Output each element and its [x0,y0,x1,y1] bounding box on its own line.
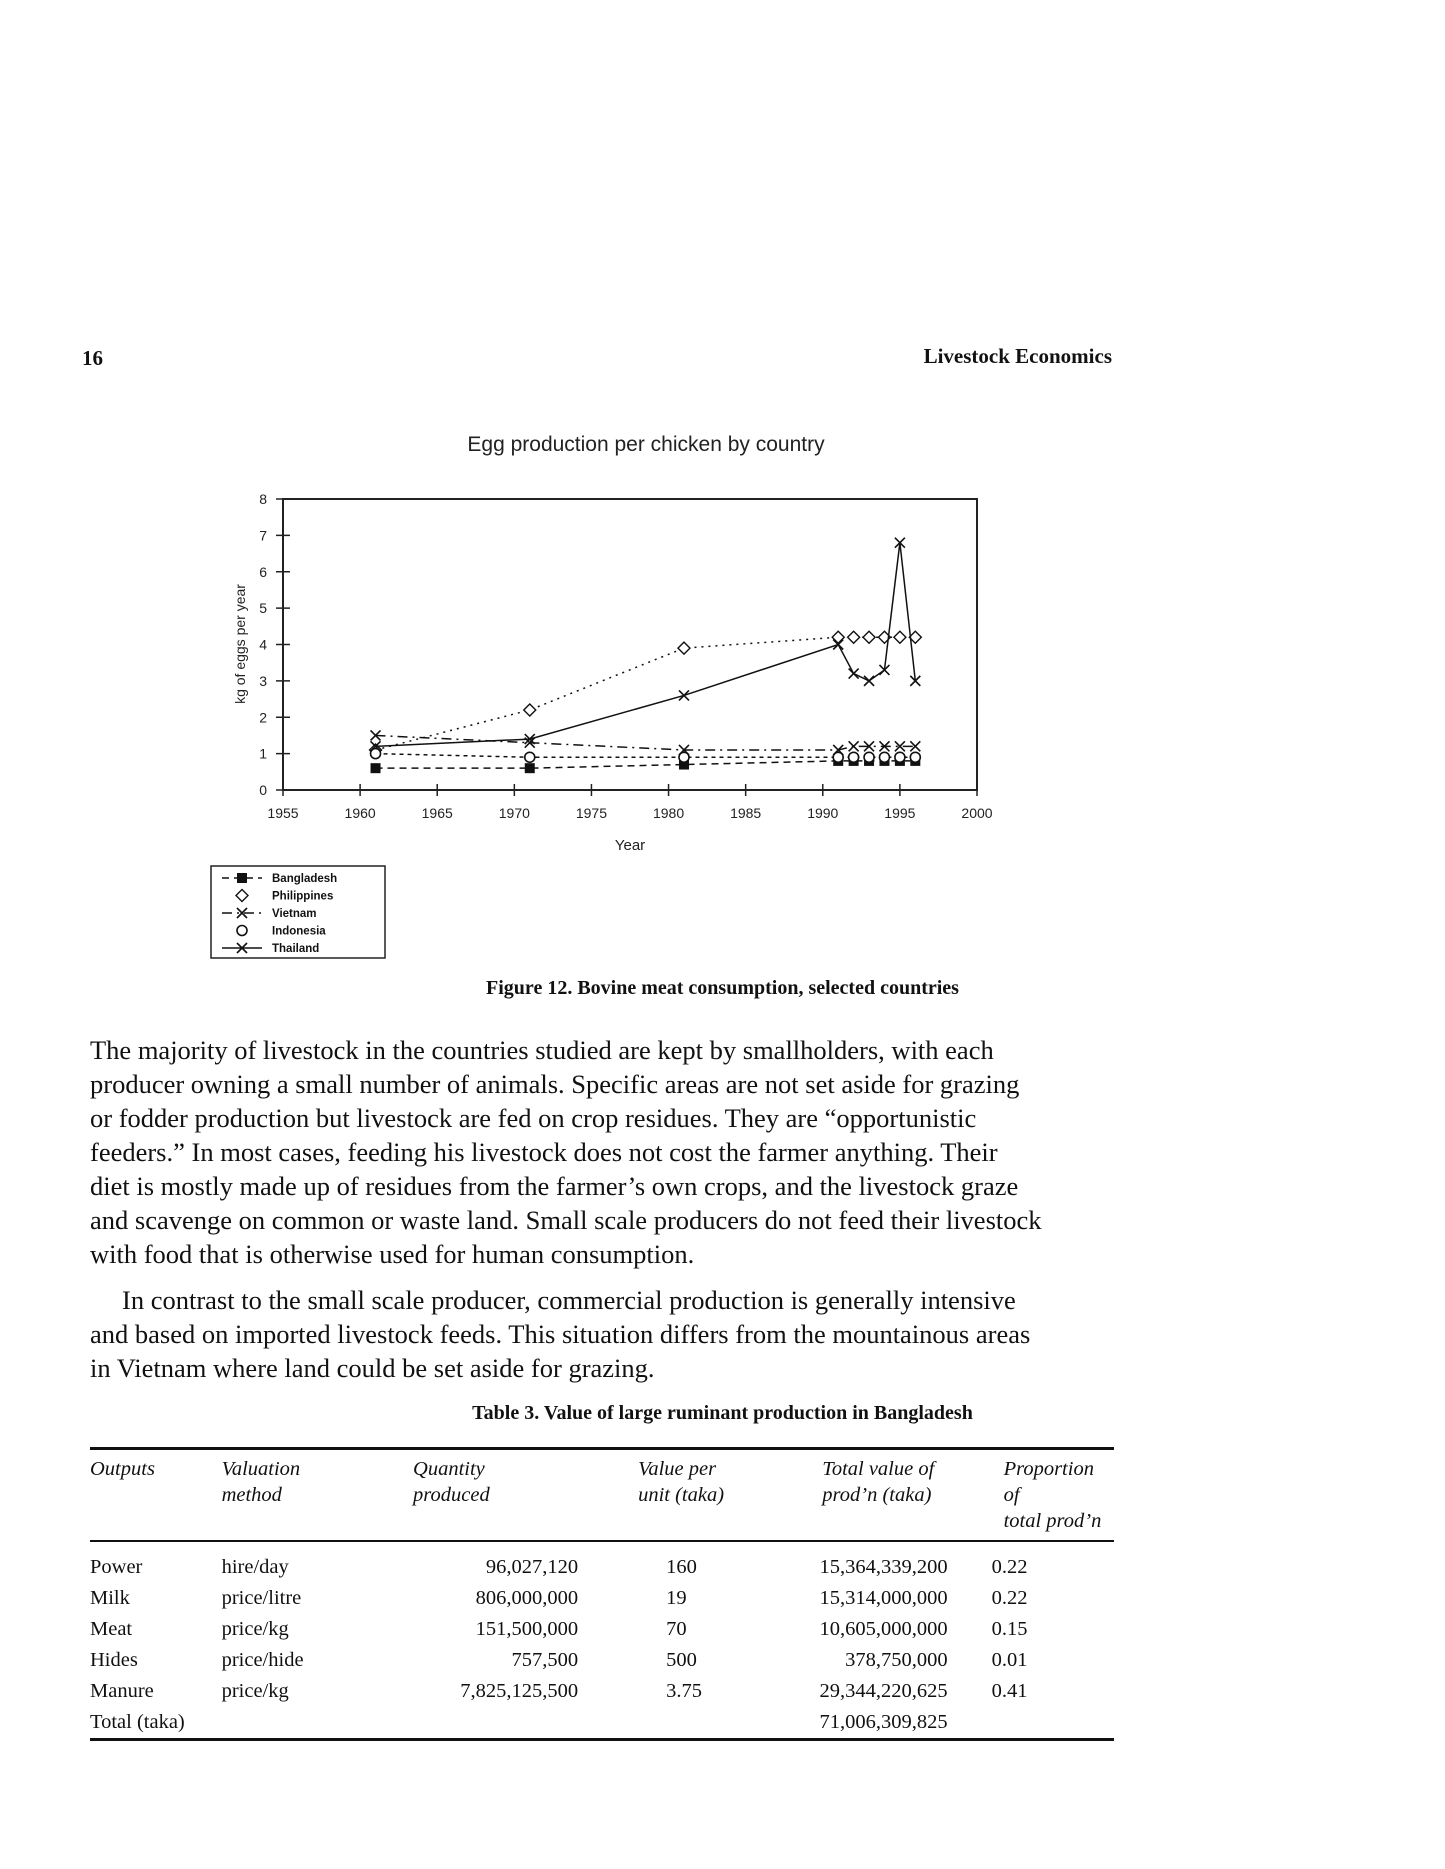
y-tick-label: 4 [259,636,267,653]
cell-total-value: 378,750,000 [845,1649,948,1671]
cell-valuation: price/kg [221,1618,289,1640]
cell-value-per-unit: 19 [666,1587,687,1609]
paragraph-line: producer owning a small number of animals. Specific areas are not set aside for grazing [90,1069,1020,1099]
cell-value-per-unit [578,1707,784,1740]
legend-entry-label: Thailand [272,943,320,955]
data-point [848,631,860,643]
x-tick-label: 1990 [807,805,839,821]
paragraph-line: diet is mostly made up of residues from the farmer’s own crops, and the livestock graze [90,1171,1019,1201]
y-tick-label: 8 [259,491,267,507]
cell-valuation: price/hide [221,1649,304,1671]
paragraph-1 [90,1033,1115,1271]
data-point [833,752,843,762]
paragraph-line: In contrast to the small scale producer, commercial production is generally intensive [122,1285,1016,1315]
series-thailand [371,538,921,752]
cell-quantity: 7,825,125,500 [460,1680,579,1702]
data-point [849,752,859,762]
table-row [90,1707,1114,1740]
cell-proportion: 0.15 [991,1618,1028,1640]
data-point [864,676,874,686]
header-valuation-method: Valuation method [221,1458,301,1506]
table-caption: Table 3. Value of large ruminant production in Bangladesh [472,1402,973,1424]
data-point [371,763,381,773]
cell-valuation: price/litre [221,1587,302,1609]
x-tick-label: 1985 [730,805,762,821]
y-tick-label: 1 [259,745,267,762]
ruminant-production-table [90,1447,1114,1741]
data-point [678,642,690,654]
cell-total-value: 15,314,000,000 [819,1587,948,1609]
y-axis-ticks [259,491,290,798]
cell-proportion: 0.22 [991,1587,1028,1609]
cell-quantity [361,1707,578,1740]
y-tick-label: 2 [259,709,267,726]
header-proportion: Proportion of total prod’n [1003,1458,1102,1532]
legend-marker [237,873,247,883]
paragraph-line: with food that is otherwise used for human consumption. [90,1239,695,1269]
cell-output: Power [90,1556,143,1578]
data-point [524,704,536,716]
data-point [894,631,906,643]
cell-output: Meat [90,1618,133,1640]
cell-output: Milk [90,1587,130,1609]
cell-valuation: hire/day [221,1556,289,1578]
table-row [90,1645,1114,1676]
data-point [679,690,689,700]
cell-output: Total (taka) [90,1711,185,1733]
series-philippines [370,631,922,756]
cell-total-value: 29,344,220,625 [819,1680,948,1702]
x-tick-label: 1955 [267,805,299,821]
chart-legend [211,866,385,958]
y-axis-label: kg of eggs per year [232,584,248,704]
legend-marker [237,926,247,936]
series-line [376,543,916,747]
data-point [849,741,859,751]
data-point [879,752,889,762]
x-tick-label: 1980 [652,805,685,821]
cell-quantity: 96,027,120 [485,1556,579,1578]
legend-entry-label: Philippines [272,890,334,903]
paragraph-2 [90,1283,1115,1385]
data-point [525,752,535,762]
data-point [895,752,905,762]
cell-output: Manure [90,1680,154,1702]
y-tick-label: 7 [259,527,267,544]
data-point [910,752,920,762]
chart-title: Egg production per chicken by country [467,433,825,456]
data-point [525,763,535,773]
cell-quantity: 806,000,000 [475,1587,579,1609]
paragraph-line: or fodder production but livestock are fed on crop residues. They are “opportunistic [90,1103,977,1133]
x-tick-label: 1965 [421,805,453,821]
data-point [679,752,689,762]
cell-proportion [968,1707,1114,1740]
x-tick-label: 1970 [498,805,530,821]
cell-value-per-unit: 70 [666,1618,687,1640]
paragraph-line: The majority of livestock in the countries studied are kept by smallholders, with each [90,1035,994,1065]
x-tick-label: 1975 [575,805,608,821]
paragraph-line: in Vietnam where land could be set aside for grazing. [90,1353,655,1383]
cell-valuation: price/kg [221,1680,289,1702]
x-tick-label: 1960 [344,805,376,821]
cell-valuation [222,1707,361,1740]
header-total-value: Total value of prod’n (taka) [822,1458,935,1506]
cell-total-value: 10,605,000,000 [819,1618,948,1640]
cell-value-per-unit: 3.75 [666,1680,702,1702]
data-point [849,669,859,679]
legend-entry-label: Indonesia [272,925,326,938]
data-point [863,631,875,643]
series-line [376,637,916,750]
table-row [90,1583,1114,1614]
series-layer [370,538,922,774]
table-row [90,1614,1114,1645]
legend-entry-label: Vietnam [272,908,317,920]
cell-value-per-unit: 500 [666,1649,697,1671]
header-value-per-unit: Value per unit (taka) [638,1458,725,1506]
x-axis-label: Year [614,837,646,854]
running-header: Livestock Economics [923,344,1112,368]
x-tick-label: 1995 [884,805,916,821]
cell-value-per-unit: 160 [666,1556,697,1578]
header-outputs: Outputs [90,1458,155,1480]
cell-total-value: 71,006,309,825 [819,1711,948,1733]
cell-quantity: 151,500,000 [475,1618,579,1640]
paragraph-line: feeders.” In most cases, feeding his livestock does not cost the farmer anything. Their [90,1137,998,1167]
table-row [90,1541,1114,1583]
cell-output: Hides [90,1649,138,1671]
page-number: 16 [82,346,103,370]
table-header-row [90,1449,1114,1542]
cell-proportion: 0.01 [991,1649,1028,1671]
y-tick-label: 6 [259,563,267,580]
y-tick-label: 5 [259,600,267,617]
cell-total-value: 15,364,339,200 [819,1556,948,1578]
data-point [864,752,874,762]
paragraph-line: and scavenge on common or waste land. Small scale producers do not feed their livestock [90,1205,1042,1235]
cell-proportion: 0.41 [991,1680,1028,1702]
figure-caption: Figure 12. Bovine meat consumption, selected countries [486,977,959,999]
table-row [90,1676,1114,1707]
cell-proportion: 0.22 [991,1556,1028,1578]
y-tick-label: 3 [259,672,267,689]
header-quantity-produced: Quantity produced [413,1458,490,1506]
legend-entry-label: Bangladesh [272,873,338,885]
cell-quantity: 757,500 [511,1649,579,1671]
x-tick-label: 2000 [961,805,993,821]
y-tick-label: 0 [259,782,267,798]
paragraph-line: and based on imported livestock feeds. This situation differs from the mountainous areas [90,1319,1031,1349]
